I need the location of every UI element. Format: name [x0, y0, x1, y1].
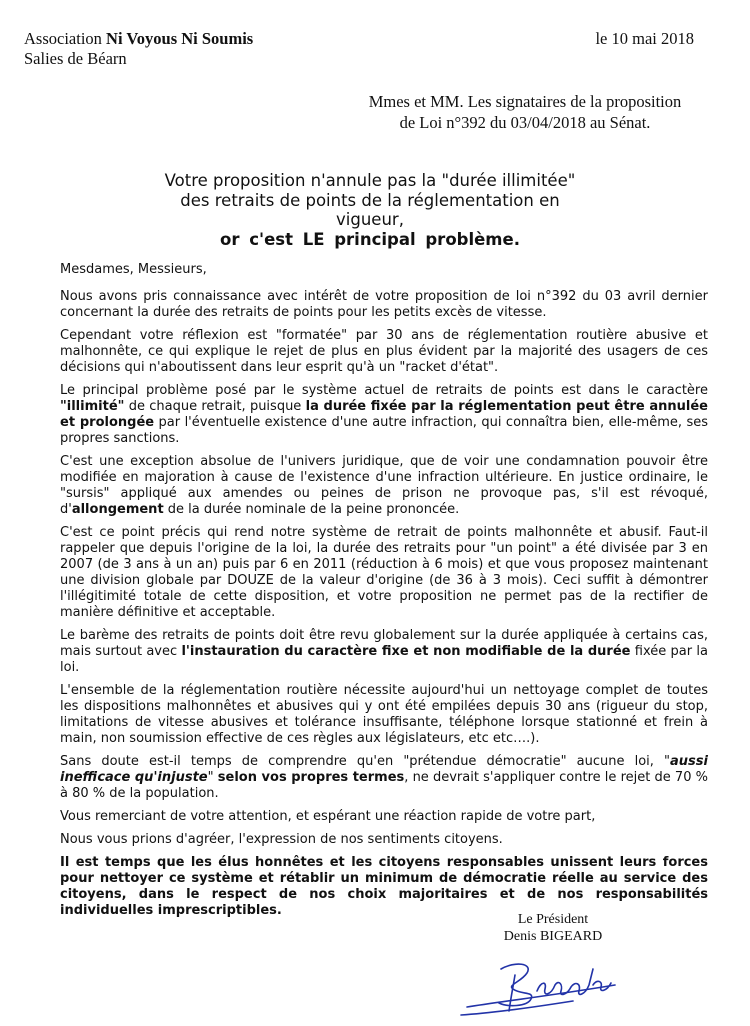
signatory-block: [488, 911, 618, 945]
text-run: , ne devrait s'appliquer contre le rejet de 70 % à 80 % de la population.: [60, 770, 708, 801]
bold-run: l'instauration du caractère fixe et non modifiable de la durée: [181, 644, 631, 659]
letter-body: [60, 262, 708, 926]
text-run: ": [207, 770, 218, 785]
text-run: C'est une exception absolue de l'univers juridique, que de voir une condamnation pouvoir être modifiée en majoration à cause de l'existence d'une infraction ultérieure. En justice ordinaire, le "sursis" appliqué aux amendes ou peines de prison ne provoque pas, s'il est révoqué, d': [60, 454, 708, 517]
recipient-line: de Loi n°392 du 03/04/2018 au Sénat.: [399, 113, 651, 132]
paragraph: [60, 454, 708, 518]
recipient-block: [345, 91, 705, 133]
signature-strokes: [461, 964, 615, 1015]
signatory-name: Denis BIGEARD: [503, 929, 603, 944]
letter-date: le 10 mai 2018: [595, 29, 694, 48]
org-name: Ni Voyous Ni Soumis: [106, 29, 254, 48]
bold-run: allongement: [71, 502, 164, 517]
sender-city: Salies de Béarn: [24, 49, 127, 68]
paragraph: L'ensemble de la réglementation routière nécessite aujourd'hui un nettoyage complet de toutes les dispositions malhonnêtes et abusives qui y ont été empilées depuis 30 ans (rigueur du stop, limitations de vitesse abusives et tolérance insuffisante, téléphone lorsque stationné et frein à main, non soumission effective de ces règles aux législateurs, etc etc….).: [60, 683, 708, 746]
paragraph: C'est ce point précis qui rend notre système de retrait de points malhonnête et abusif. Faut-il rappeler que depuis l'origine de la loi, la durée des retraits pour "un point" a été divisée par 3 en 2007 (de 3 ans à un an) puis par 6 en 2011 (réduction à 6 mois) et que vous proposez maintenant une division globale par DOUZE de la valeur d'origine (de 36 à 3 mois). Ceci suffit à démontrer l'illégitimité totale de cette disposition, et votre proposition ne permet pas de la rectifier de manière définitive et acceptable.: [60, 525, 708, 620]
subject-line: Votre proposition n'annule pas la "durée illimitée": [164, 171, 576, 190]
sender-organization: [24, 29, 253, 49]
sender-block: [24, 29, 253, 69]
subject-block: [150, 171, 590, 249]
text-run: Sans doute est-il temps de comprendre qu'en "prétendue démocratie" aucune loi, ": [60, 754, 671, 769]
bold-italic-run: aussi inefficace qu'injuste: [60, 754, 708, 785]
bold-run: la durée fixée par la réglementation peut être annulée et prolongée: [60, 399, 708, 430]
text-run: de chaque retrait, puisque: [124, 399, 306, 414]
paragraph: Nous vous prions d'agréer, l'expression de nos sentiments citoyens.: [60, 832, 503, 847]
text-run: Le barème des retraits de points doit être revu globalement sur la durée appliquée à certains cas, mais surtout avec: [60, 628, 708, 659]
handwritten-signature: [455, 955, 625, 1017]
text-run: fixée par la loi.: [60, 644, 708, 675]
text-run: de la durée nominale de la peine prononcée.: [163, 502, 460, 517]
paragraph: [60, 383, 708, 447]
salutation: Mesdames, Messieurs,: [60, 262, 207, 277]
paragraph: Nous avons pris connaissance avec intérêt de votre proposition de loi n°392 du 03 avril dernier concernant la durée des retraits de points pour les petits excès de vitesse.: [60, 289, 708, 320]
paragraph: [60, 628, 708, 676]
signatory-title: Le Président: [517, 912, 589, 927]
paragraph: Cependant votre réflexion est "formatée" par 30 ans de réglementation routière abusive et malhonnête, ce qui explique le rejet de plus en plus évident par la majorité des usagers de ces décisions qui n'aboutissent dans leur esprit qu'à un "racket d'état".: [60, 328, 708, 375]
org-prefix: Association: [24, 29, 107, 48]
text-run: par l'éventuelle existence d'une autre infraction, qui connaîtra bien, elle-même, ses propres sanctions.: [60, 415, 708, 446]
bold-run: selon vos propres termes: [217, 770, 405, 785]
recipient-line: Mmes et MM. Les signataires de la proposition: [368, 92, 682, 111]
bold-run: "illimité": [60, 399, 125, 414]
subject-emphasis-line: or c'est LE principal problème.: [220, 229, 520, 249]
paragraph: Vous remerciant de votre attention, et espérant une réaction rapide de votre part,: [60, 809, 596, 824]
subject-line: des retraits de points de la réglementation en vigueur,: [180, 190, 560, 229]
paragraph: [60, 754, 708, 802]
text-run: Le principal problème posé par le système actuel de retraits de points est dans le caractère: [60, 383, 708, 398]
closing-appeal: Il est temps que les élus honnêtes et les citoyens responsables unissent leurs forces pour nettoyer ce système et rétablir un minimum de démocratie réelle au service des citoyens, dans le respect de nos choix majoritaires et de nos responsabilités individuelles imprescriptibles.: [60, 855, 708, 918]
